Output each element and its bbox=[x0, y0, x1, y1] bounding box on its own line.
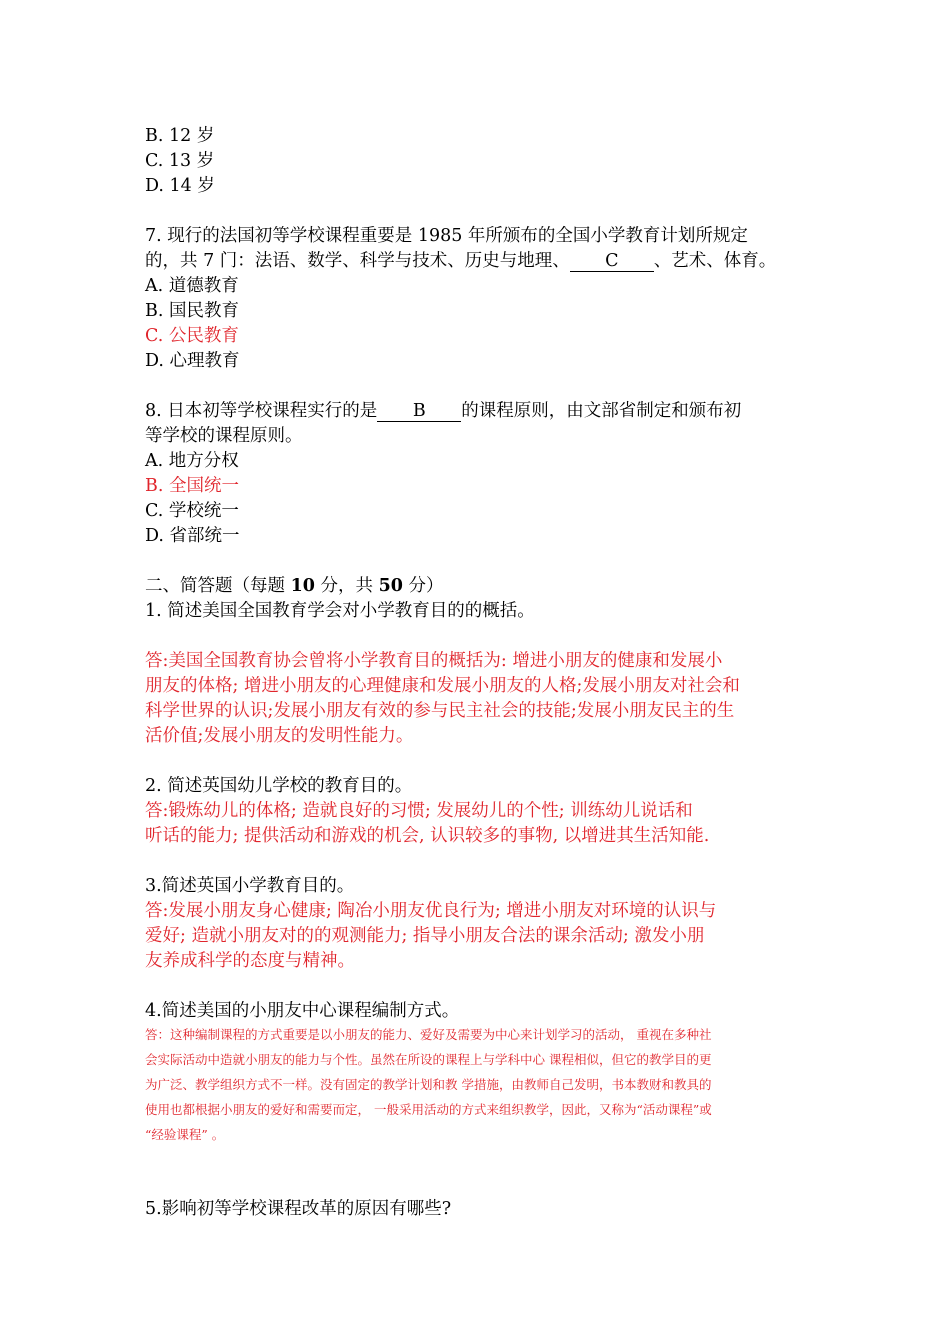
section2-points-each: 10 bbox=[290, 576, 315, 596]
q7-option-a: A. 道德教育 bbox=[145, 276, 239, 296]
sq1-answer-line: 活价值;发展小朋友的发明性能力。 bbox=[145, 726, 414, 746]
q8-text-before-blank: 8. 日本初等学校课程实行的是 bbox=[145, 401, 378, 421]
q8-answer-blank: B bbox=[377, 401, 461, 422]
q7-option-b: B. 国民教育 bbox=[145, 301, 239, 321]
q8-question-line1 bbox=[145, 399, 741, 424]
q8-text-after-blank: 的课程原则，由文部省制定和颁布初 bbox=[461, 401, 742, 421]
q7-option-d: D. 心理教育 bbox=[145, 351, 240, 371]
sq1-answer-line: 答:美国全国教育协会曾将小学教育目的概括为: 增进小朋友的健康和发展小 bbox=[145, 651, 723, 671]
sq2-answer-line: 答:锻炼幼儿的体格; 造就良好的习惯; 发展幼儿的个性; 训练幼儿说话和 bbox=[145, 801, 693, 821]
sq4-answer-line: 为广泛、教学组织方式不一样。没有固定的教学计划和教 学措施，由教师自己发明，书本教财和教具的 bbox=[145, 1077, 712, 1092]
section2-heading-mid: 分，共 bbox=[314, 576, 379, 596]
sq2-answer-line: 听话的能力; 提供活动和游戏的机会, 认识较多的事物, 以增进其生活知能. bbox=[145, 826, 710, 846]
q6-option-c: C. 13 岁 bbox=[145, 151, 215, 171]
sq1-answer-line: 科学世界的认识;发展小朋友有效的参与民主社会的技能;发展小朋友民主的生 bbox=[145, 701, 735, 721]
q7-answer-blank: C bbox=[570, 251, 654, 272]
q7-question-line1: 7. 现行的法国初等学校课程重要是 1985 年所颁布的全国小学教育计划所规定 bbox=[145, 226, 748, 246]
sq3-answer-line: 爱好; 造就小朋友对的的观测能力; 指导小朋友合法的课余活动; 激发小朋 bbox=[145, 926, 705, 946]
sq2-question: 2. 简述英国幼儿学校的教育目的。 bbox=[145, 776, 413, 796]
sq1-question: 1. 简述美国全国教育学会对小学教育目的的概括。 bbox=[145, 601, 535, 621]
section2-heading bbox=[145, 574, 444, 599]
q7-option-c-correct: C. 公民教育 bbox=[145, 326, 239, 346]
sq4-answer-line: 会实际活动中造就小朋友的能力与个性。虽然在所设的课程上与学科中心 课程相似，但它的教学目的更 bbox=[145, 1052, 712, 1067]
sq4-answer-line: 使用也都根据小朋友的爱好和需要而定， 一般采用活动的方式来组织教学，因此，又称为“活动课程”或 bbox=[145, 1102, 712, 1117]
section2-heading-post: 分） bbox=[402, 576, 444, 596]
q7-text-before-blank: 的，共 7 门：法语、数学、科学与技术、历史与地理、 bbox=[145, 251, 570, 271]
sq3-answer-line: 友养成科学的态度与精神。 bbox=[145, 951, 355, 971]
q8-option-c: C. 学校统一 bbox=[145, 501, 239, 521]
q8-option-d: D. 省部统一 bbox=[145, 526, 240, 546]
section2-points-total: 50 bbox=[378, 576, 403, 596]
sq1-answer-line: 朋友的体格; 增进小朋友的心理健康和发展小朋友的人格;发展小朋友对社会和 bbox=[145, 676, 740, 696]
q6-option-d: D. 14 岁 bbox=[145, 176, 215, 196]
section2-heading-pre: 二、简答题（每题 bbox=[145, 576, 291, 596]
sq4-answer-line: “经验课程” 。 bbox=[145, 1127, 225, 1142]
sq3-answer-line: 答:发展小朋友身心健康; 陶冶小朋友优良行为; 增进小朋友对环境的认识与 bbox=[145, 901, 717, 921]
sq3-question: 3.简述英国小学教育目的。 bbox=[145, 876, 355, 896]
q7-text-after-blank: 、艺术、体育。 bbox=[653, 251, 777, 271]
q7-question-line2 bbox=[145, 249, 776, 274]
q6-option-b: B. 12 岁 bbox=[145, 126, 215, 146]
q8-option-b-correct: B. 全国统一 bbox=[145, 476, 239, 496]
q8-question-line2: 等学校的课程原则。 bbox=[145, 426, 303, 446]
q8-option-a: A. 地方分权 bbox=[145, 451, 239, 471]
sq4-answer-line: 答：这种编制课程的方式重要是以小朋友的能力、爱好及需要为中心来计划学习的活动， 重视在多种社 bbox=[145, 1027, 712, 1042]
sq4-question: 4.简述美国的小朋友中心课程编制方式。 bbox=[145, 1001, 460, 1021]
sq5-question: 5.影响初等学校课程改革的原因有哪些? bbox=[145, 1199, 452, 1219]
